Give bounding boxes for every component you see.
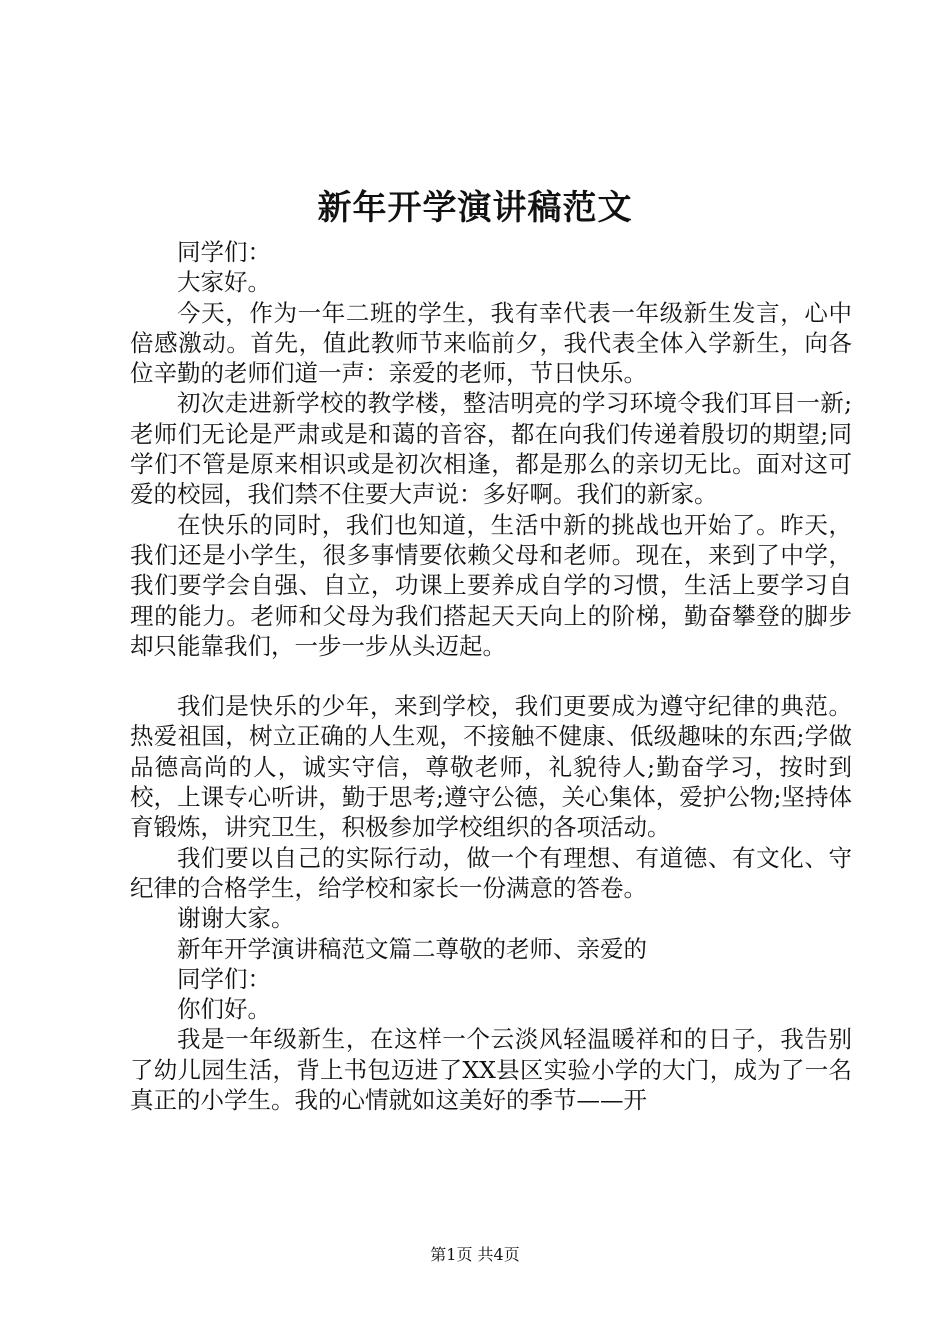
- body-paragraph: 初次走进新学校的教学楼，整洁明亮的学习环境令我们耳目一新;老师们无论是严肃或是和蔼的音容，都在向我们传递着殷切的期望;同学们不管是原来相识或是初次相逢，都是那么的亲切无比。面对这可爱的校园，我们禁不住要大声说：多好啊。我们的新家。: [130, 389, 852, 509]
- thanks-paragraph: 谢谢大家。: [177, 904, 295, 933]
- body-paragraph: 我们是快乐的少年，来到学校，我们更要成为遵守纪律的典范。热爱祖国，树立正确的人生观，不接触不健康、低级趣味的东西;学做品德高尚的人，诚实守信，尊敬老师，礼貌待人;勤奋学习，按时到校，上课专心听讲，勤于思考;遵守公德，关心集体，爱护公物;坚持体育锻炼，讲究卫生，积极参加学校组织的各项活动。: [130, 692, 852, 842]
- body-paragraph: 我是一年级新生，在这样一个云淡风轻温暖祥和的日子，我告别了幼儿园生活，背上书包迈进了XX县区实验小学的大门，成为了一名真正的小学生。我的心情就如这美好的季节——开: [130, 1025, 852, 1115]
- greeting-paragraph: 同学们：: [177, 964, 271, 993]
- document-title: 新年开学演讲稿范文: [317, 188, 633, 228]
- body-paragraph: 在快乐的同时，我们也知道，生活中新的挑战也开始了。昨天，我们还是小学生，很多事情要依赖父母和老师。现在，来到了中学，我们要学会自强、自立，功课上要养成自学的习惯，生活上要学习自理的能力。老师和父母为我们搭起天天向上的阶梯，勤奋攀登的脚步却只能靠我们，一步一步从头迈起。: [130, 510, 852, 660]
- hello-paragraph: 你们好。: [177, 995, 271, 1024]
- page-number-footer: 第1页 共4页: [430, 1245, 520, 1264]
- body-paragraph: 今天，作为一年二班的学生，我有幸代表一年级新生发言，心中倍感激动。首先，值此教师节来临前夕，我代表全体入学新生，向各位辛勤的老师们道一声：亲爱的老师，节日快乐。: [130, 298, 852, 388]
- section-heading-paragraph: 新年开学演讲稿范文篇二尊敬的老师、亲爱的: [177, 934, 647, 963]
- hello-paragraph: 大家好。: [177, 268, 271, 297]
- body-paragraph: 我们要以自己的实际行动，做一个有理想、有道德、有文化、守纪律的合格学生，给学校和家长一份满意的答卷。: [130, 843, 852, 902]
- greeting-paragraph: 同学们：: [177, 238, 271, 266]
- document-body: [130, 237, 852, 1115]
